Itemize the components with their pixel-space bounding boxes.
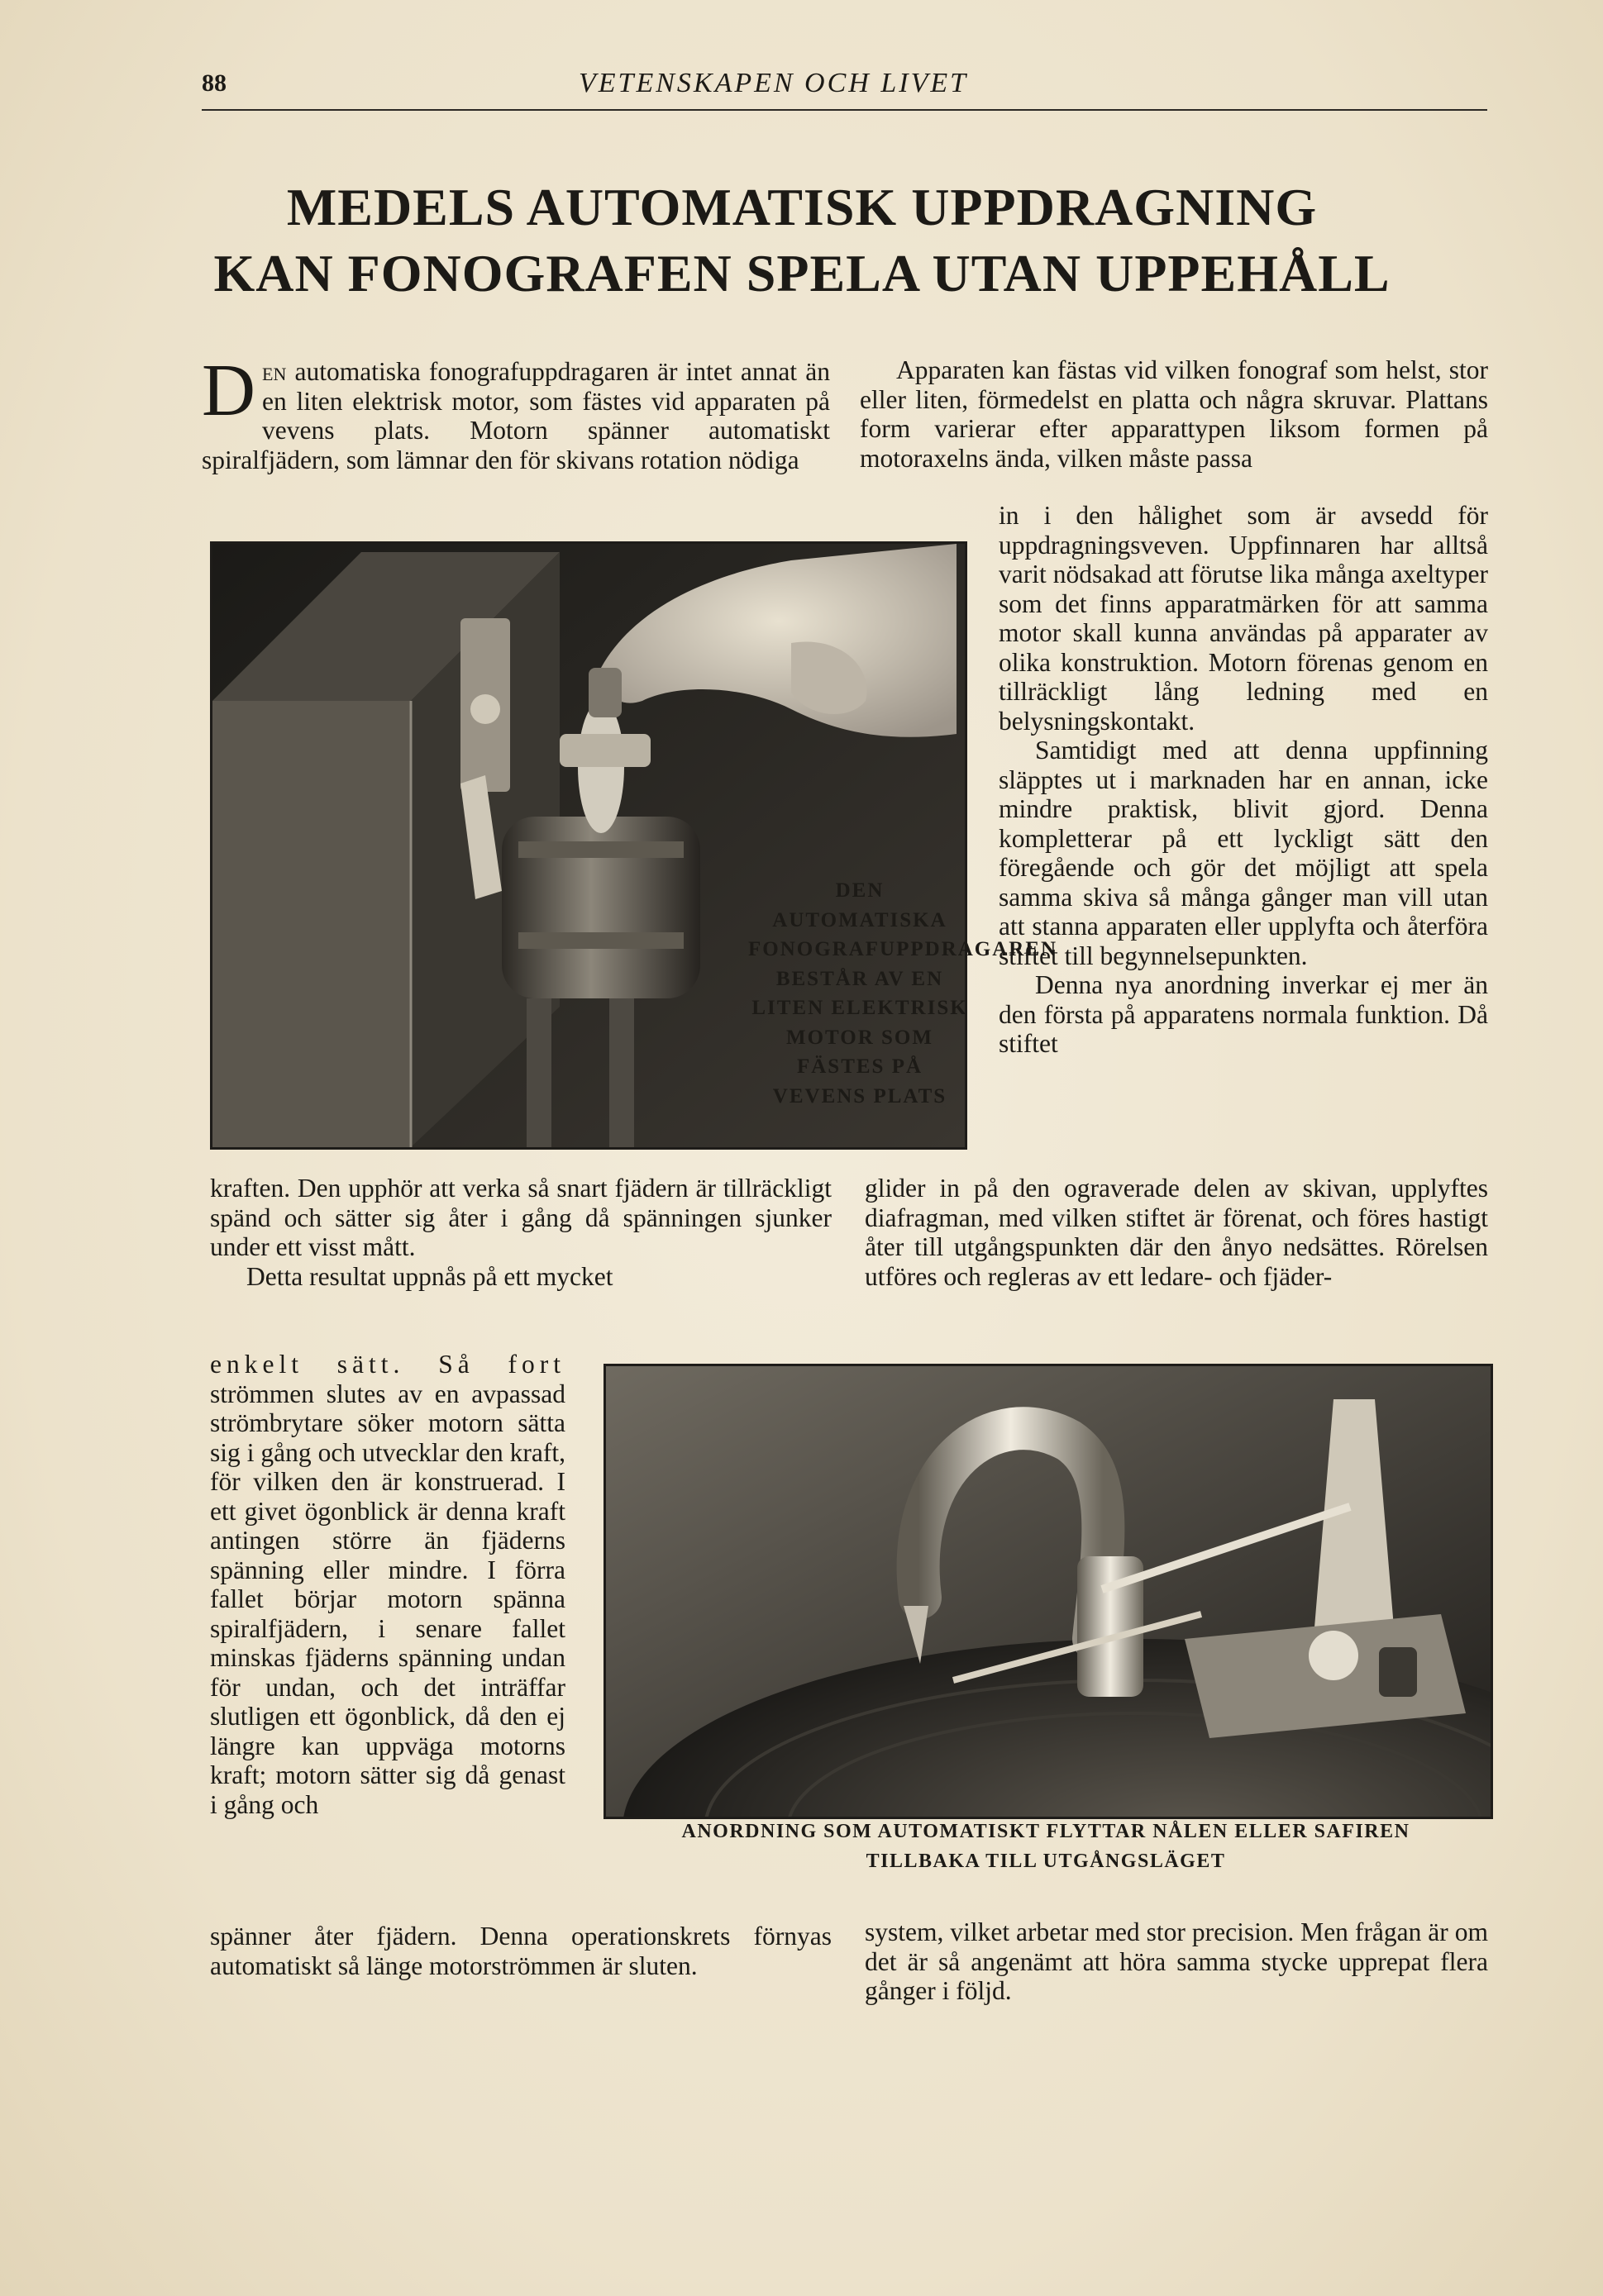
intro-text: automatiska fonografuppdragaren är intet annat än en liten elektrisk motor, som fästes vid apparaten på vevens plats. Motorn spänner automatiskt spiralfjädern, som lämnar den för skivans rotation nödiga <box>202 357 830 474</box>
left-column-mid <box>210 1174 832 1291</box>
right-paragraph-3b: glider in på den ograverade delen av skivan, upplyftes diafragman, med vilken stiftet är förenat, och föres hastigt åter till utgångspunkten där den ånyo nedsättes. Rörelsen utföres och regleras av ett ledare- och fjäder- <box>865 1174 1488 1291</box>
photo-return-mechanism <box>604 1364 1493 1819</box>
intro-paragraph <box>202 350 830 474</box>
figure-caption-2-line-2: TILLBAKA TILL UTGÅNGSLÄGET <box>866 1851 1226 1872</box>
return-mechanism-illustration <box>606 1366 1491 1817</box>
intro-smallcaps: en <box>262 357 287 386</box>
right-paragraph-3c: system, vilket arbetar med stor precision. Men frågan är om det är så angenämt att höra samma stycke upprepat flera gånger i följd. <box>865 1917 1488 2005</box>
right-paragraph-2: Samtidigt med att denna uppfinning släpptes ut i marknaden har en annan, icke mindre praktisk, blivit gjord. Denna kompletterar på ett lyckligt sätt den föregående och gör det möjligt att spela samma skiva så många gånger man vill utan att stanna apparaten eller upplyfta och återföra stiftet till begynnelsepunkten. <box>999 736 1488 970</box>
page-number: 88 <box>202 69 227 97</box>
article-title-line-1: MEDELS AUTOMATISK UPPDRAGNING <box>286 178 1318 236</box>
left-column-bottom <box>210 1922 832 1980</box>
right-paragraph-1a: Apparaten kan fästas vid vilken fonograf som helst, stor eller liten, förmedelst en platta och några skruvar. Plattans form varierar efter apparattypen liksom formen på motoraxelns ända, vilken måste passa <box>860 355 1488 473</box>
figure-caption-2 <box>595 1817 1496 1876</box>
left-paragraph-2c: spänner åter fjädern. Denna operationskrets förnyas automatiskt så länge motorströmmen är sluten. <box>210 1922 832 1980</box>
drop-cap: D <box>202 350 255 431</box>
article-title-line-2: KAN FONOGRAFEN SPELA UTAN UPPEHÅLL <box>213 244 1391 302</box>
left-paragraph-2a: Detta resultat uppnås på ett mycket <box>246 1261 613 1291</box>
left-paragraph-2b: strömmen slutes av en avpassad strömbrytare söker motorn sätta sig i gång och utvecklar den kraft, för vilken den är konstruerad. I ett givet ögonblick är denna kraft antingen större än fjäderns spänning eller mindre. I förra fallet börjar motorn spänna spiralfjädern, i senare fallet minskas fjäderns spänning undan för undan, och det inträffar slutligen ett ögonblick, då den ej längre kan uppväga motorns kraft; motorn sätter sig då genast i gång och <box>210 1379 565 1819</box>
header-rule <box>202 109 1487 111</box>
right-paragraph-3a: Denna nya anordning inverkar ej mer än den första på apparatens normala funktion. Då stiftet <box>999 970 1488 1058</box>
left-column-narrow <box>210 1350 565 1819</box>
right-column-top <box>860 355 1488 473</box>
right-column-bottom <box>865 1917 1488 2006</box>
figure-caption-2-line-1: ANORDNING SOM AUTOMATISKT FLYTTAR NÅLEN ELLER SAFIREN <box>681 1821 1410 1842</box>
left-paragraph-2-spaced: enkelt sätt. Så fort <box>210 1350 565 1379</box>
figure-caption-1: DEN AUTOMATISKA FONOGRAFUPPDRAGAREN BESTÅR AV EN LITEN ELEKTRISK MOTOR SOM FÄSTES PÅ VEVENS PLATS <box>748 879 1058 1108</box>
right-column-wrap <box>999 501 1488 1059</box>
left-paragraph-1: kraften. Den upphör att verka så snart fjädern är tillräckligt spänd och sätter sig åter i gång då spänningen sjunker under ett visst mått. <box>210 1174 832 1261</box>
right-column-mid <box>865 1174 1488 1291</box>
running-title: VETENSKAPEN OCH LIVET <box>579 68 969 98</box>
right-paragraph-1b: in i den hålighet som är avsedd för uppdragningsveven. Uppfinnaren har alltså varit nödsakad att förutse lika många axeltyper som det finns apparatmärken för att samma motor skall kunna användas på apparater av olika konstruktion. Motorn förenas genom en tillräckligt lång ledning med en belysningskontakt. <box>999 501 1488 736</box>
